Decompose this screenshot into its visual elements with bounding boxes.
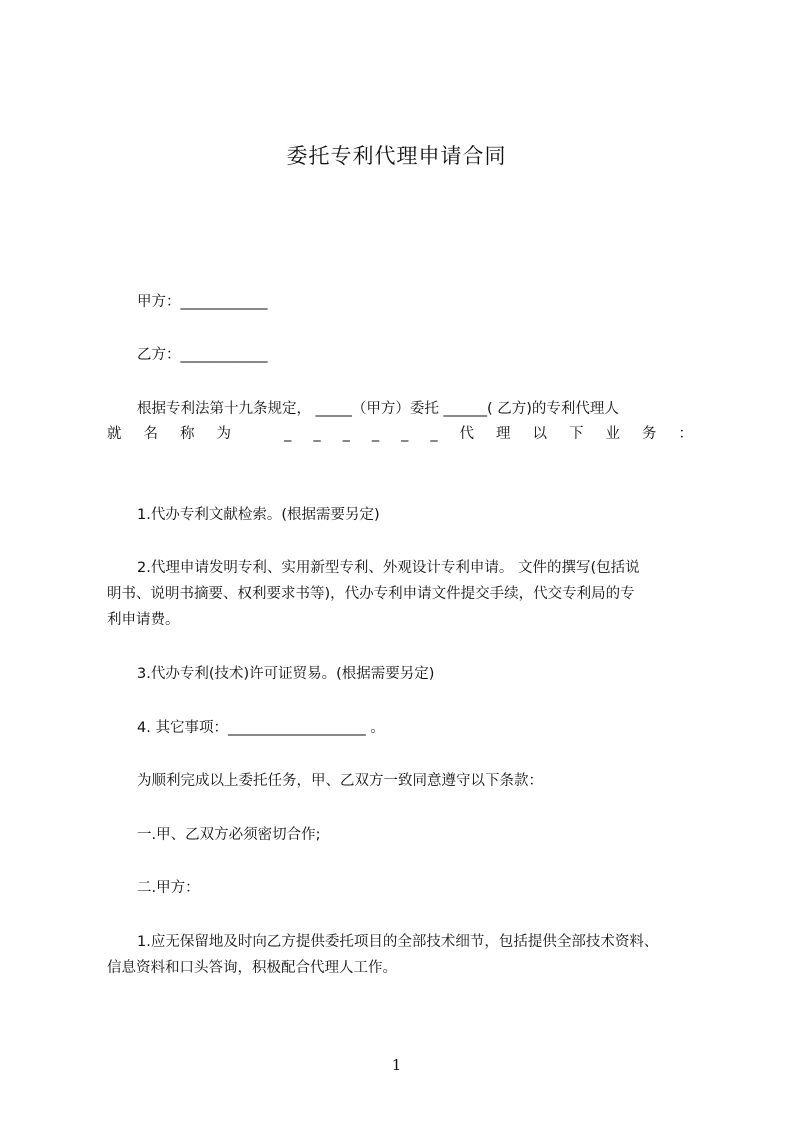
intro-line-2-char: _ bbox=[284, 426, 292, 442]
intro-line-2-char: 为 bbox=[216, 426, 231, 442]
agreement-paragraph: 为顺利完成以上委托任务，甲、乙双方一致同意遵守以下条款： bbox=[137, 773, 543, 789]
clause-2-item-1-line-2: 信息资料和口头答询，积极配合代理人工作。 bbox=[107, 960, 397, 976]
page-number: 1 bbox=[391, 1056, 402, 1074]
item-2-line-2: 明书、说明书摘要、权利要求书等)，代办专利申请文件提交手续，代交专利局的专 bbox=[107, 586, 635, 602]
intro-line-2-char: 代 bbox=[459, 426, 475, 442]
clause-2-heading: 二.甲方： bbox=[137, 880, 200, 896]
intro-line-2-char: _ bbox=[371, 426, 380, 442]
intro-paragraph-line-2 bbox=[107, 424, 693, 444]
intro-line-2-char: 业 bbox=[605, 426, 620, 442]
intro-line-2-char: _ bbox=[401, 426, 409, 442]
clause-2-item-1-line-1: 1.应无保留地及时向乙方提供委托项目的全部技术细节，包括提供全部技术资料、 bbox=[137, 934, 659, 950]
intro-line-2-char: 称 bbox=[179, 426, 195, 442]
intro-line-2-char bbox=[253, 424, 262, 444]
document-title: 委托专利代理申请合同 bbox=[286, 144, 507, 168]
item-4: 4. 其它事项：___________________ 。 bbox=[137, 720, 385, 736]
item-3: 3.代办专利(技术)许可证贸易。(根据需要另定) bbox=[137, 666, 435, 682]
item-1: 1.代办专利文献检索。(根据需要另定) bbox=[137, 507, 380, 523]
intro-paragraph-line-1: 根据专利法第十九条规定， _____（甲方）委托 ______( 乙方)的专利代理人 bbox=[137, 401, 619, 417]
intro-line-2-char: _ bbox=[430, 426, 438, 442]
intro-line-2-char: 就 bbox=[107, 426, 122, 442]
intro-line-2-char: 以 bbox=[532, 426, 548, 442]
intro-line-2-char: 下 bbox=[569, 426, 584, 442]
item-2-line-1: 2.代理申请发明专利、实用新型专利、外观设计专利申请。 文件的撰写(包括说 bbox=[137, 560, 640, 576]
intro-line-2-char: _ bbox=[313, 426, 321, 442]
intro-line-2-char: ： bbox=[678, 426, 693, 442]
clause-1: 一.甲、乙双方必须密切合作; bbox=[137, 827, 321, 843]
intro-line-2-char: 名 bbox=[143, 426, 158, 442]
party-a-line: 甲方：____________ bbox=[137, 294, 268, 310]
intro-line-2-char: 务 bbox=[641, 426, 657, 442]
intro-line-2-char: 理 bbox=[496, 426, 511, 442]
party-b-line: 乙方：____________ bbox=[137, 347, 268, 363]
item-2-line-3: 利申请费。 bbox=[107, 612, 180, 628]
intro-line-2-char: _ bbox=[342, 426, 350, 442]
